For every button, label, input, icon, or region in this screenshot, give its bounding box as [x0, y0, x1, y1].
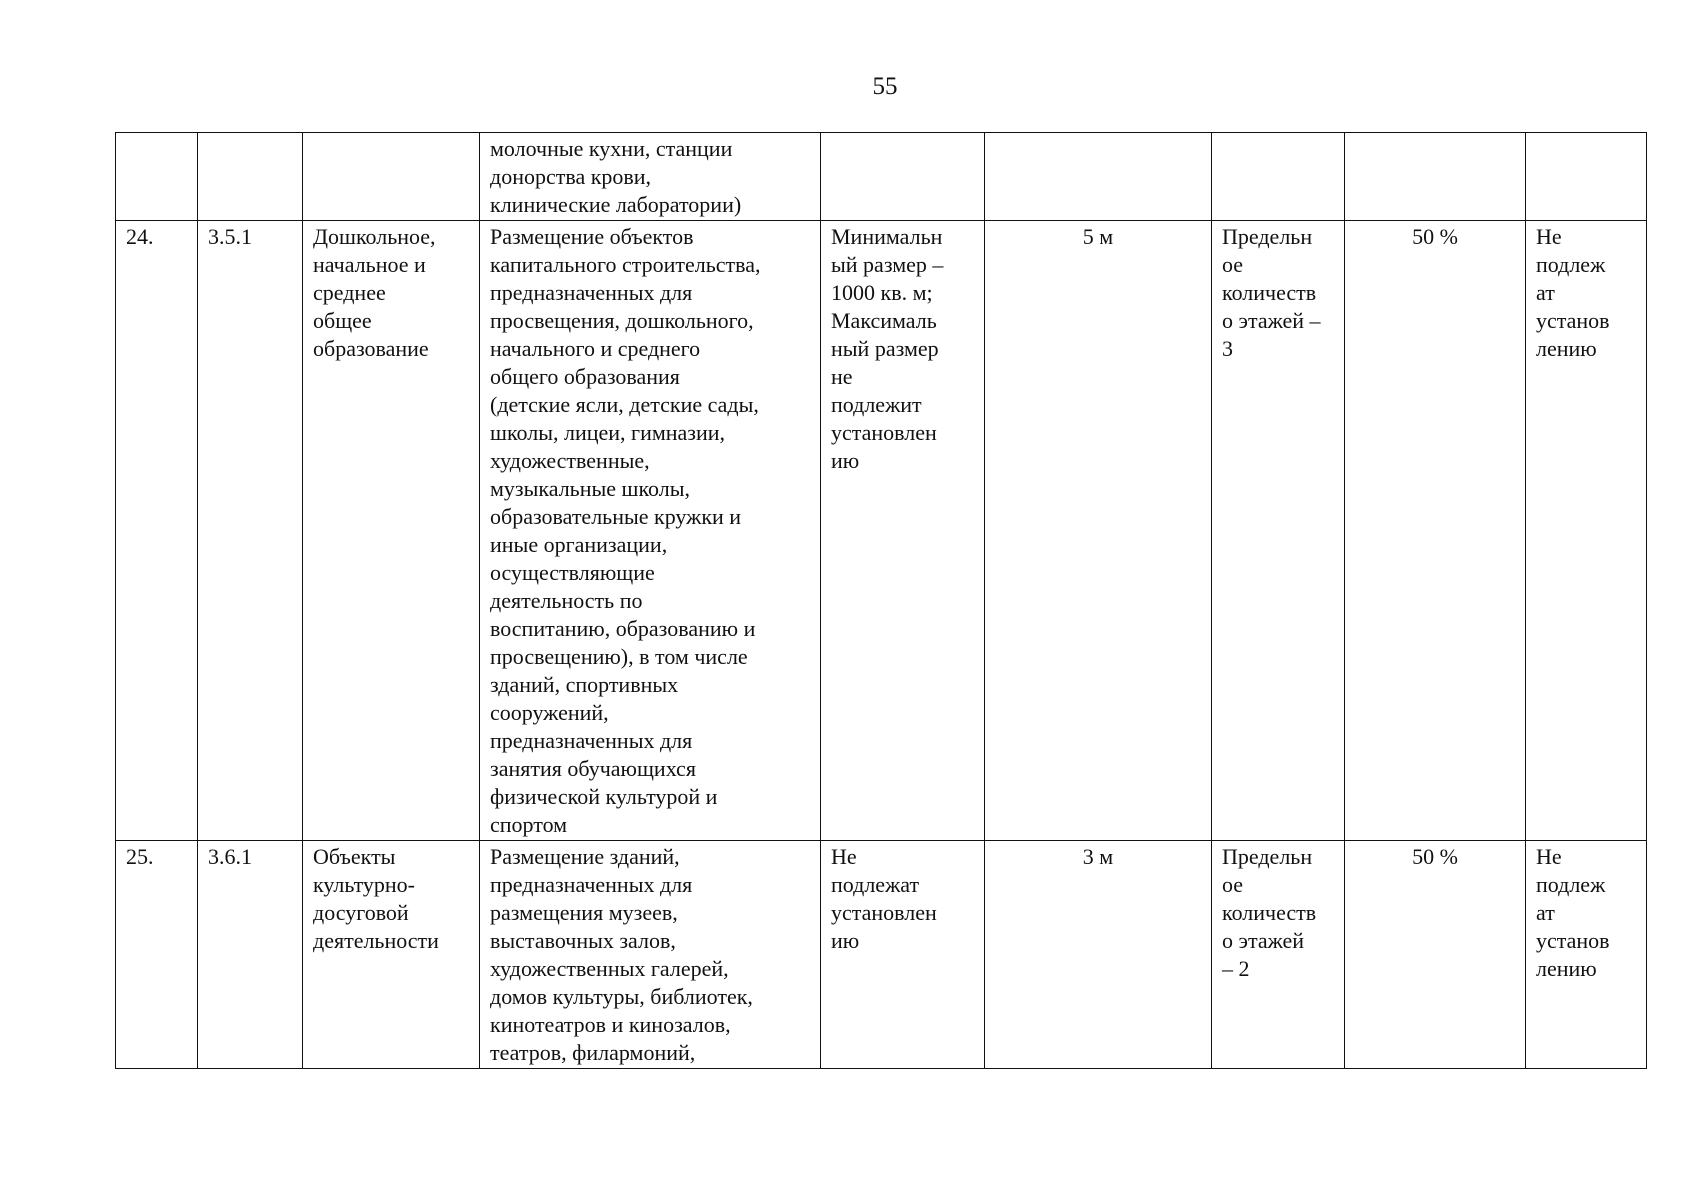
- cell-plot-size: Минимальн ый размер – 1000 кв. м; Максималь ный размер не подлежит установлен ию: [821, 221, 985, 841]
- cell-coverage: 50 %: [1345, 221, 1526, 841]
- cell-other: Не подлеж ат установ лению: [1526, 841, 1647, 1069]
- cell-number: [116, 133, 198, 221]
- cell-use-description: Размещение объектов капитального строительства, предназначенных для просвещения, дошкольного, начального и среднего общего образования (детские ясли, детские сады, школы, лицеи, гимназии, художественные, музыкальные школы, образовательные кружки и иные организации, осуществляющие деятельность по воспитанию, образованию и просвещению), в том числе зданий, спортивных сооружений, предназначенных для занятия обучающихся физической культурой и спортом: [480, 221, 821, 841]
- page-number: 55: [872, 73, 898, 100]
- cell-setback: 5 м: [985, 221, 1212, 841]
- cell-floors: [1212, 133, 1345, 221]
- cell-use-name: Дошкольное, начальное и среднее общее образование: [303, 221, 480, 841]
- cell-code: 3.6.1: [198, 841, 303, 1069]
- table-row: [116, 221, 1647, 841]
- cell-setback: [985, 133, 1212, 221]
- regulations-table: [115, 132, 1647, 1069]
- cell-use-name: Объекты культурно- досуговой деятельности: [303, 841, 480, 1069]
- cell-code: 3.5.1: [198, 221, 303, 841]
- cell-use-description: Размещение зданий, предназначенных для размещения музеев, выставочных залов, художественных галерей, домов культуры, библиотек, кинотеатров и кинозалов, театров, филармоний,: [480, 841, 821, 1069]
- table-row: [116, 133, 1647, 221]
- cell-other: [1526, 133, 1647, 221]
- cell-floors: Предельн ое количеств о этажей – 2: [1212, 841, 1345, 1069]
- cell-plot-size: Не подлежат установлен ию: [821, 841, 985, 1069]
- cell-plot-size: [821, 133, 985, 221]
- cell-coverage: 50 %: [1345, 841, 1526, 1069]
- cell-setback: 3 м: [985, 841, 1212, 1069]
- table-row: [116, 841, 1647, 1069]
- cell-code: [198, 133, 303, 221]
- cell-use-description: молочные кухни, станции донорства крови, клинические лаборатории): [480, 133, 821, 221]
- cell-use-name: [303, 133, 480, 221]
- cell-other: Не подлеж ат установ лению: [1526, 221, 1647, 841]
- cell-number: 25.: [116, 841, 198, 1069]
- cell-number: 24.: [116, 221, 198, 841]
- cell-floors: Предельн ое количеств о этажей – 3: [1212, 221, 1345, 841]
- cell-coverage: [1345, 133, 1526, 221]
